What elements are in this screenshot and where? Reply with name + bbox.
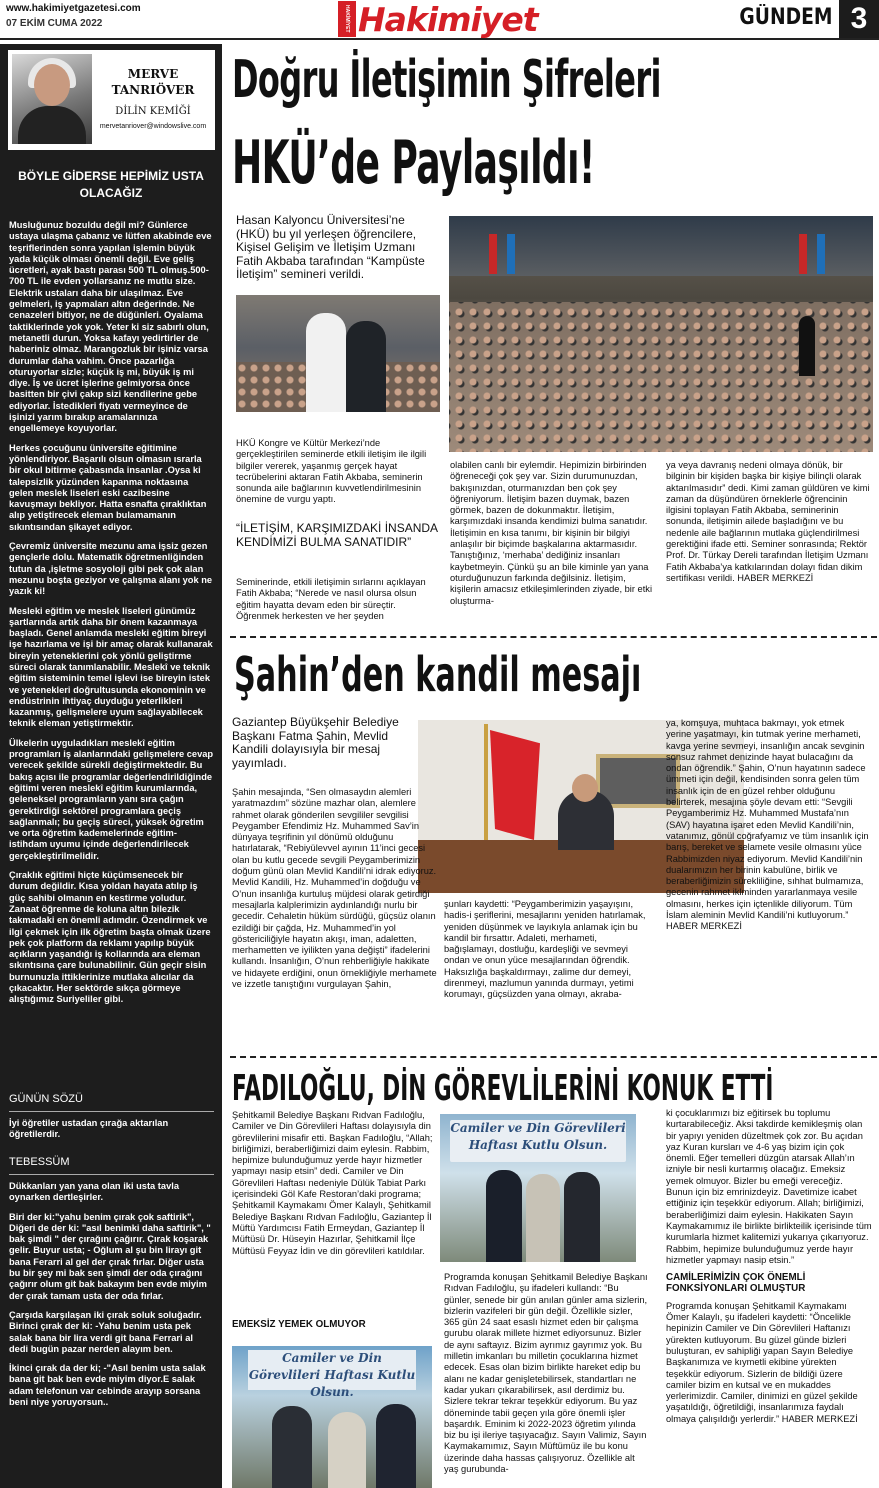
newspaper-logo[interactable] xyxy=(338,0,538,39)
site-url[interactable]: www.hakimiyetgazetesi.com xyxy=(6,3,141,14)
story1-col3: ya veya davranış nedeni olmaya dönük, bir bilginin bir kişiden başka bir kişiye bilinçli olarak aktarılmasıdır” dedi. Kimi zaman güldüren ve kimi zaman da düşündüren örneklerle öğrencinin ilgisini toplayan Fatih Akbaba, seminerinin sonunda, iletişimin ailede başladığını ve bu nedenle aile bağlarının mutlaka güçlendirilmesi gerektiğini ifade etti. Seminer sonrasında; Rektör Prof. Dr. Türkay Dereli tarafından İletişim Uzmanı Fatih Akbaba’ya katkılarından dolayı fidan dikim sertifikası verildi. HABER MERKEZİ xyxy=(666,460,870,583)
column-name: DİLİN KEMİĞİ xyxy=(115,106,191,117)
story2-lede: Gaziantep Büyükşehir Belediye Başkanı Fatma Şahin, Mevlid Kandili dolayısıyla bir mesaj yayımladı. xyxy=(232,715,399,770)
joke-title: TEBESSÜM xyxy=(9,1156,70,1168)
issue-date: 07 EKİM CUMA 2022 xyxy=(6,18,103,29)
story3-col2: Programda konuşan Şehitkamil Belediye Başkanı Rıdvan Fadıloğlu, şu ifadeleri kullandı: “Bu günler, senede bir gün anılan günler ama sizlerin, bizlerin vazifeleri bir gün değil. Özellikle sizler, 365 gün 24 saat esaslı hizmet eden bir çalışma gurubu olarak millete hizmet ediyorsunuz. Bizler de aynı saftayız. Bizim ayrımız gayrımız yok. Bu milletin imkanları bu milletin çocuklarına hizmet edecek. Esas olan bizim birlikte hareket edip bu alanı ne kadar genişletebilirsek, standartları ne kadar yukarı çıkarabilirsek, asıl derdimiz bu. Sizlere tekrar tekrar teşekkür ediyorum. Bu yaz döneminde tabii geçen yıla göre önemli işler başardık. Eminim ki 2022-2023 öğretim yılında biz bu işi ileriye taşıyacağız. Sayın Valimiz, Sayın Kaymakamımız, Sayın Müftümüz ile bu konu üzerinde daha hassas çalışıyoruz. Özellikle alt yaş gurubunda- xyxy=(444,1272,648,1475)
story3-subhead1 xyxy=(232,1313,436,1336)
joke-divider xyxy=(9,1174,214,1175)
column-paragraph: Musluğunuz bozuldu değil mi? Günlerce ustaya ulaşma çabanız ve lütfen akabinde eve teşriflerinden sonra yapılan işlemin büyük yada küçük olması önemli değil. Eve geliş ücretleri, ayak bastı parası 500 TL olmuş.500-700 TL ile evden yollarsanız ne mutlu size. Elektrik ustaları daha bir ulaşılmaz. Eve gelmeleri, iş yapmaları altın değerinde. Ne cenazeleri bitiyor, ne de düğünleri. Oyalama taktiklerinde yok yok. Yeter ki siz sabırlı olun, metanetli durun. Yoksa kafayı yedirtirler de haberiniz olmaz. Marangozluk bir işiniz varsa durumlar daha vahim. Önce pazarlığa oturuyorlar sizle; küçük iş mi, büyük iş mi diye. İş ve ücret işlerine gelmiyorsa önce basitten bir çivi çakıp sizi kendilerine gebe ediyorlar. İstedikleri fiyatı vermeyince de işinizi yarım bırakıp aramalarınıza engellemeye koyuyorlar. xyxy=(9,220,212,434)
story2-col1: Şahin mesajında, “Sen olmasaydın alemleri yaratmazdım” sözüne mazhar olan, alemlere rahmet olarak gönderilen sevgililer sevgilisi Peygamber Efendimiz Hz. Muhammed Sav’in dünyaya teşrifinin yıl dönümü olduğunu hatırlatarak, “Rebiyülevvel ayının 11’inci gecesi olan bu kutlu gecede sevgili Peygamberimizin doğum günü olan Mevlid Kandili’ni idrak ediyoruz. Mevlid Kandili, Hz. Muhammed’in doğduğu ve O’nun insanlığa kurtuluş müjdesi olarak getirdiği mesajlarla kalplerimizin aydınlandığı nurlu bir gecedir. Cehaletin hüküm sürdüğü, güçsüz olanın ezildiği bir çağda, Hz. Muhammed’in yol göstericiliğiyle hayatın akışı, iman, adaletten, merhametten ve iyilikten yana değişti” ifadelerini kullandı. İnsanlığın, O’nun rehberliğiyle hakikate ve hidayete erdiğini, onun örnekliğiyle merhamete ve izzetle tanıştığını vurgulayan Şahin, xyxy=(232,787,437,990)
story1-col1: HKÜ Kongre ve Kültür Merkezi’nde gerçekleştirilen seminerde etkili iletişim ile ilgili bilgiler vererek, yaşanmış gerçek hayat tecrübelerini aktaran Fatih Akbaba, seminerin sonunda aile bağlarının kuvvetlendirilmesinin önemine de vurgu yaptı. xyxy=(236,438,427,505)
author-name: MERVE TANRIÖVER xyxy=(111,67,195,97)
joke-paragraph: Çarşıda karşılaşan iki çırak soluk soluğadır. Birinci çırak der ki: -Yahu benim usta pek salak bana bir lira verdi git bana Ferrari al dedi bugün pazar nerden alayım ben. xyxy=(9,1309,202,1354)
logo-side-label: HAKİMİYET xyxy=(338,1,356,37)
author-box xyxy=(8,50,215,150)
story3-col3-text: ki çocuklarımızı biz eğitirsek bu toplumu kurtarabileceğiz. Aksi takdirde kemikleşmiş olan bir yapıyı yeniden düzeltmek çok zor. Bu açıdan yaz Kuran kursları ve 4-6 yaş bizim için çok önemli. Eğer temelleri düzgün atarsak Allah’ın izniyle bir nesli kurtarmış olacağız. Emeksiz yemek olmuyor. Bizler bu emeği vereceğiz. Bunun için biz emrinizdeyiz. Davetimize icabet ettiğiniz için teşekkür ediyorum. Allah; birliğimizi, beraberliğimizi daim eylesin. Hakikaten Sayın Kaymakamımız ile birlikte birlikteilik içerisinde tüm kurumlarla hizmet kalitemizi yukarıya çıkarıyoruz. Rabbim, hepimize bulunduğumuz yerde hayır hizmetler yapmayı nasip etsin.” xyxy=(666,1108,872,1265)
logo-text: Hakimiyet xyxy=(358,0,538,39)
joke-body xyxy=(9,1181,214,1416)
saying-text: İyi öğretiler ustadan çırağa aktarılan öğretilerdir. xyxy=(9,1118,169,1140)
column-body xyxy=(9,220,214,1014)
story3-photo-1 xyxy=(440,1114,636,1262)
opinion-column xyxy=(0,44,222,1488)
column-paragraph: Ülkelerin uyguladıkları meslekî eğitim programları iş alanlarındaki gelişmelere cevap verecek şekilde sürekli değiştirmektedir. Bu bakış açısı ile programlar değerlendirildiğinde eğitimi veren meslekî eğitim kurumlarında, geleneksel programların yanı sıra çağın gerektirdiği sektörel programlara geçiş sağlanmalı; bu geçiş süreci, yüksek öğretim ve orta öğretim kademelerinde eğitim-istihdam uyumu içinde değerlendirilecek gerçekleştirilmelidir. xyxy=(9,737,214,861)
page-number: 3 xyxy=(839,0,879,38)
story3-subhead1-text: EMEKSİZ YEMEK OLMUYOR xyxy=(232,1319,366,1330)
saying-title: GÜNÜN SÖZÜ xyxy=(9,1093,83,1105)
masthead xyxy=(0,0,879,40)
story3-col3b-text: Programda konuşan Şehitkamil Kaymakamı Ömer Kalaylı, şu ifadeleri kaydetti: “Öncelikle hepinizin Camiler ve Din Görevlileri Haftanızı yürekten kutluyorum. Bu güzel günde bizleri buluşturan, ev sahipliği yapan Sayın Belediye Başkanımıza ve kıymetli ekibine yürekten teşekkür ediyorum. Sizlerin de bildiği üzere camiler bizim en kutsal ve en mukaddes yerlerimizdir. Camiler, dinimizi en güzel şekilde yaşatıldığı, öğretildiği, insanlarımıza faydalı olmaya çalışıldığı yerlerdir.” HABER MERKEZİ xyxy=(666,1300,858,1424)
story2-col2: şunları kaydetti: “Peygamberimizin yaşayışını, hadis-i şeriflerini, mesajlarını yeniden hatırlamak, yeniden düşünmek ve layıkıyla anlamak için bu kandil bir fırsattır. Adaleti, merhameti, bağışlamayı, dostluğu, kardeşliği ve sevmeyi ondan ve onun yüce mesajlarından öğrendik. Haksızlığa başkaldırmayı, zalime dur demeyi, direnmeyi, mazlumun yanında durmayı, yetimi korumayı, güçsüzden yana olmayı, akraba- xyxy=(444,899,646,1000)
saying-divider xyxy=(9,1111,214,1112)
story3-col3 xyxy=(666,1108,872,1431)
column-title: BÖYLE GİDERSE HEPİMİZ USTA OLACAĞIZ xyxy=(18,169,204,200)
section-name: GÜNDEM xyxy=(739,5,833,30)
story1-selfie-photo xyxy=(236,295,440,412)
story2-col3: ya, komşuya, muhtaca bakmayı, yok etmek yerine yaşatmayı, kin tutmak yerine merhameti, kavga yerine sevmeyi, insanlığın ancak sevginin sonsuz rahmet denizinde hayat bulacağını da ondan öğrendik.” Şahin, O’nun hayatının sadece ümmeti için değil, kendisinden sonra gelen tüm insanlık için de en güzel rehber olduğunu belirterek, mesajına şöyle devam etti: “Sevgili Peygamberimiz Hz. Muhammed Mustafa’nın (SAV) hayatına işaret eden Mevlid Kandili’nin, vatanımız, gönül coğrafyamız ve tüm insanlık için barış, bereket ve selamete vesile olmasını yüce Rabbimizden niyaz ediyorum. Mevlid Kandili’nin dualarımızın her birinin kabulüne, birlik ve beraberliğimizin sürekliliğine, sıhhat bulmamıza, gecenin rahmet iklminden yararlanmaya vesile olmasını, herkes için içtenlikle diliyorum. Tüm İslam aleminin Mevlid Kandili’ni kutluyorum.” HABER MERKEZİ xyxy=(666,718,869,932)
joke-paragraph: Biri der ki:"yahu benim çırak çok saftirik", Diğeri de der ki: "asıl benimki daha saftirik", " bak şimdi " der çırağını çağırır. Çırak koşarak gelir. Buyur usta; - Oğlum al şu bin lirayı git bana Ferarri al gel der çırak fırlar. Diğer usta bu bir şey mi bak sen şimdi der oda çırağını çağırır olum git bak bakayım ben evde miyim der çırak tamam usta der oda fırlar. xyxy=(9,1211,211,1301)
story3-banner-2: Camiler ve Din Görevlileri Haftası Kutlu Olsun. xyxy=(248,1351,416,1399)
section-divider xyxy=(230,1056,877,1058)
author-photo xyxy=(12,54,92,144)
story2-headline[interactable]: Şahin’den kandil mesajı xyxy=(234,647,642,703)
section-divider xyxy=(230,636,877,638)
story3-banner-1: Camiler ve Din Görevlileri Haftası Kutlu Olsun. xyxy=(450,1120,626,1162)
story1-seminar-photo xyxy=(449,216,873,452)
story1-headline-line2[interactable]: HKÜ’de Paylaşıldı! xyxy=(232,128,595,198)
column-paragraph: Çevremiz üniversite mezunu ama işsiz gezen gençlerle dolu. Matematik öğretmenliğinden tutun da ,işletme sosyoloji gibi pek çok alan mezunu boşta geziyor ve çalışma alanı yok ne yazık ki! xyxy=(9,541,213,597)
story3-headline[interactable]: FADILOĞLU, DİN GÖREVLİLERİNİ KONUK ETTİ xyxy=(232,1068,774,1109)
joke-paragraph: İkinci çırak da der ki; -"Asıl benim usta salak bana git bak ben evde miyim diyor.E salak adam telefonun var cebinde arayıp sorsana beni niye yoruyorsun.. xyxy=(9,1363,206,1408)
column-paragraph: Mesleki eğitim ve meslek liseleri günümüz şartlarında artık daha bir önem kazanmaya başladı. Genel anlamda mesleki eğitim bireyi işe hazırlama ve işi bir amaç olarak kullanarak bireyin yeteneklerini çok yönlü geliştirme süreci olarak tanımlanabilir. Meslekî ve teknik eğitim sisteminin temel işlevi ise bireyin istek ve yetenekleri doğrultusunda ekonominin ve endüstrinin ihtiyaç duyduğu yeterlikleri kazanmış, gelişmelere uyum sağlayabilecek teknik eleman yetiştirmektir. xyxy=(9,605,213,729)
story3-photo-2 xyxy=(232,1346,432,1488)
joke-paragraph: Dükkanları yan yana olan iki usta tavla oynarken dertleşirler. xyxy=(9,1181,179,1203)
story3-subhead2: CAMİLERİMİZİN ÇOK ÖNEMLİ FONKSİYONLARI OLMUŞTUR xyxy=(666,1272,806,1295)
story1-col1b: Seminerinde, etkili iletişimin sırlarını açıklayan Fatih Akbaba; “Nerede ve nasıl olursa olsun eğitim hayatta devam eden bir süreçtir. Öğrenmek herkesten ve her şeyden xyxy=(236,577,426,621)
story1-headline-line1[interactable]: Doğru İletişimin Şifreleri xyxy=(232,50,661,110)
story1-col2: olabilen canlı bir eylemdir. Hepimizin birbirinden öğreneceği çok şey var. Sizin durumunuzdan, bakışınızdan, oturmanızdan ben çok şey öğreniyorum. İletişim bazen duymak, bazen görmek, bazen de dokunmaktır. İletişim, karşımızdaki insanda kendimizi bulma sanatıdır. İletişimin en kısa tanımı, bir kişinin bir bilgiyi anlaşılır bir biçimde başkalarına aktarmasıdır. Tanıştığınız, ‘merhaba’ dediğiniz insanları kaybetmeyin. Çünkü şu an bile kiminle yan yana oturduğunuzun farkında değilsiniz. İletişim, kişilerin amacsız etkileşimlerinden ziyade, bir etki oluşturma- xyxy=(450,460,653,606)
story1-lede: Hasan Kalyoncu Üniversitesi’ne (HKÜ) bu yıl yerleşen öğrencilere, Kişisel Gelişim ve İletişim Uzmanı Fatih Akbaba tarafından “Kampüste İletişim” semineri verildi. xyxy=(236,213,425,282)
author-email[interactable]: mervetanriover@windowslive.com xyxy=(99,123,207,130)
column-paragraph: Herkes çocuğunu üniversite eğitimine yönlendiriyor. Başarılı olsun olmasın ısrarla bir okul bitirme çabasında insanlar .Oysa ki talepsizlik yüzünden kapanma noktasına gelen meslek liseleri eski cazibesine kavuşmayı bekliyor. Hatta esnafta çıraklıktan alıp yetiştirecek eleman bulamamanın sıkıntısından şikayet ediyor. xyxy=(9,442,207,532)
story1-pull-quote: “İLETİŞİM, KARŞIMIZDAKİ İNSANDA KENDİMİZİ BULMA SANATIDIR” xyxy=(236,521,438,549)
column-paragraph: Çıraklık eğitimi hiçte küçümsenecek bir durum değildir. Kısa yoldan hayata atılıp iş güç sahibi olmanın en kestirme yoludur. Zanaat öğrenme de koluna altın bilezik takmadaki en önemli adımdır. Özendirmek ve ilgi çekmek için ilk öğretim başta olmak üzere pek çok platform da reklamı yapılıp büyük açıkların yaşandığı iş kollarında ara eleman sıkıntısına çare bulunabilinir. Gün geçir sisin burnunuzla ittiklerinize mutlaka alıcılar da çıkacaktır. Her sektörde sıkça görmeye alıştığımız Suriyeliler gibi. xyxy=(9,870,211,1005)
story3-col1: Şehitkamil Belediye Başkanı Rıdvan Fadıloğlu, Camiler ve Din Görevlileri Haftası dolayısıyla din görevlilerini misafir etti. Başkan Fadıloğlu, “Allah; birliğimizi, beraberliğimizi daim eylesin. Rabbim, hepimize bulunduğumuz yerde hayır hizmetler yapmayı nasip etsin” dedi. Camiler ve Din Görevlileri Haftası nedeniyle Dülük Tabiat Parkı içerisindeki Göl Kafe Restoran’daki programa; Şehitkamil Kaymakamı Ömer Kalaylı, Şehitkamil Belediye Başkanı Rıdvan Fadıloğlu, Gaziantep İl Müftü Yardımcısı Fatih Ermeydan, Gaziantep İl Müftüsü Dr. Hüseyin Hazırlar, Şehitkamil İlçe Müftüsü Feyyaz İdin ve din görevlileri katıldılar. xyxy=(232,1110,433,1256)
